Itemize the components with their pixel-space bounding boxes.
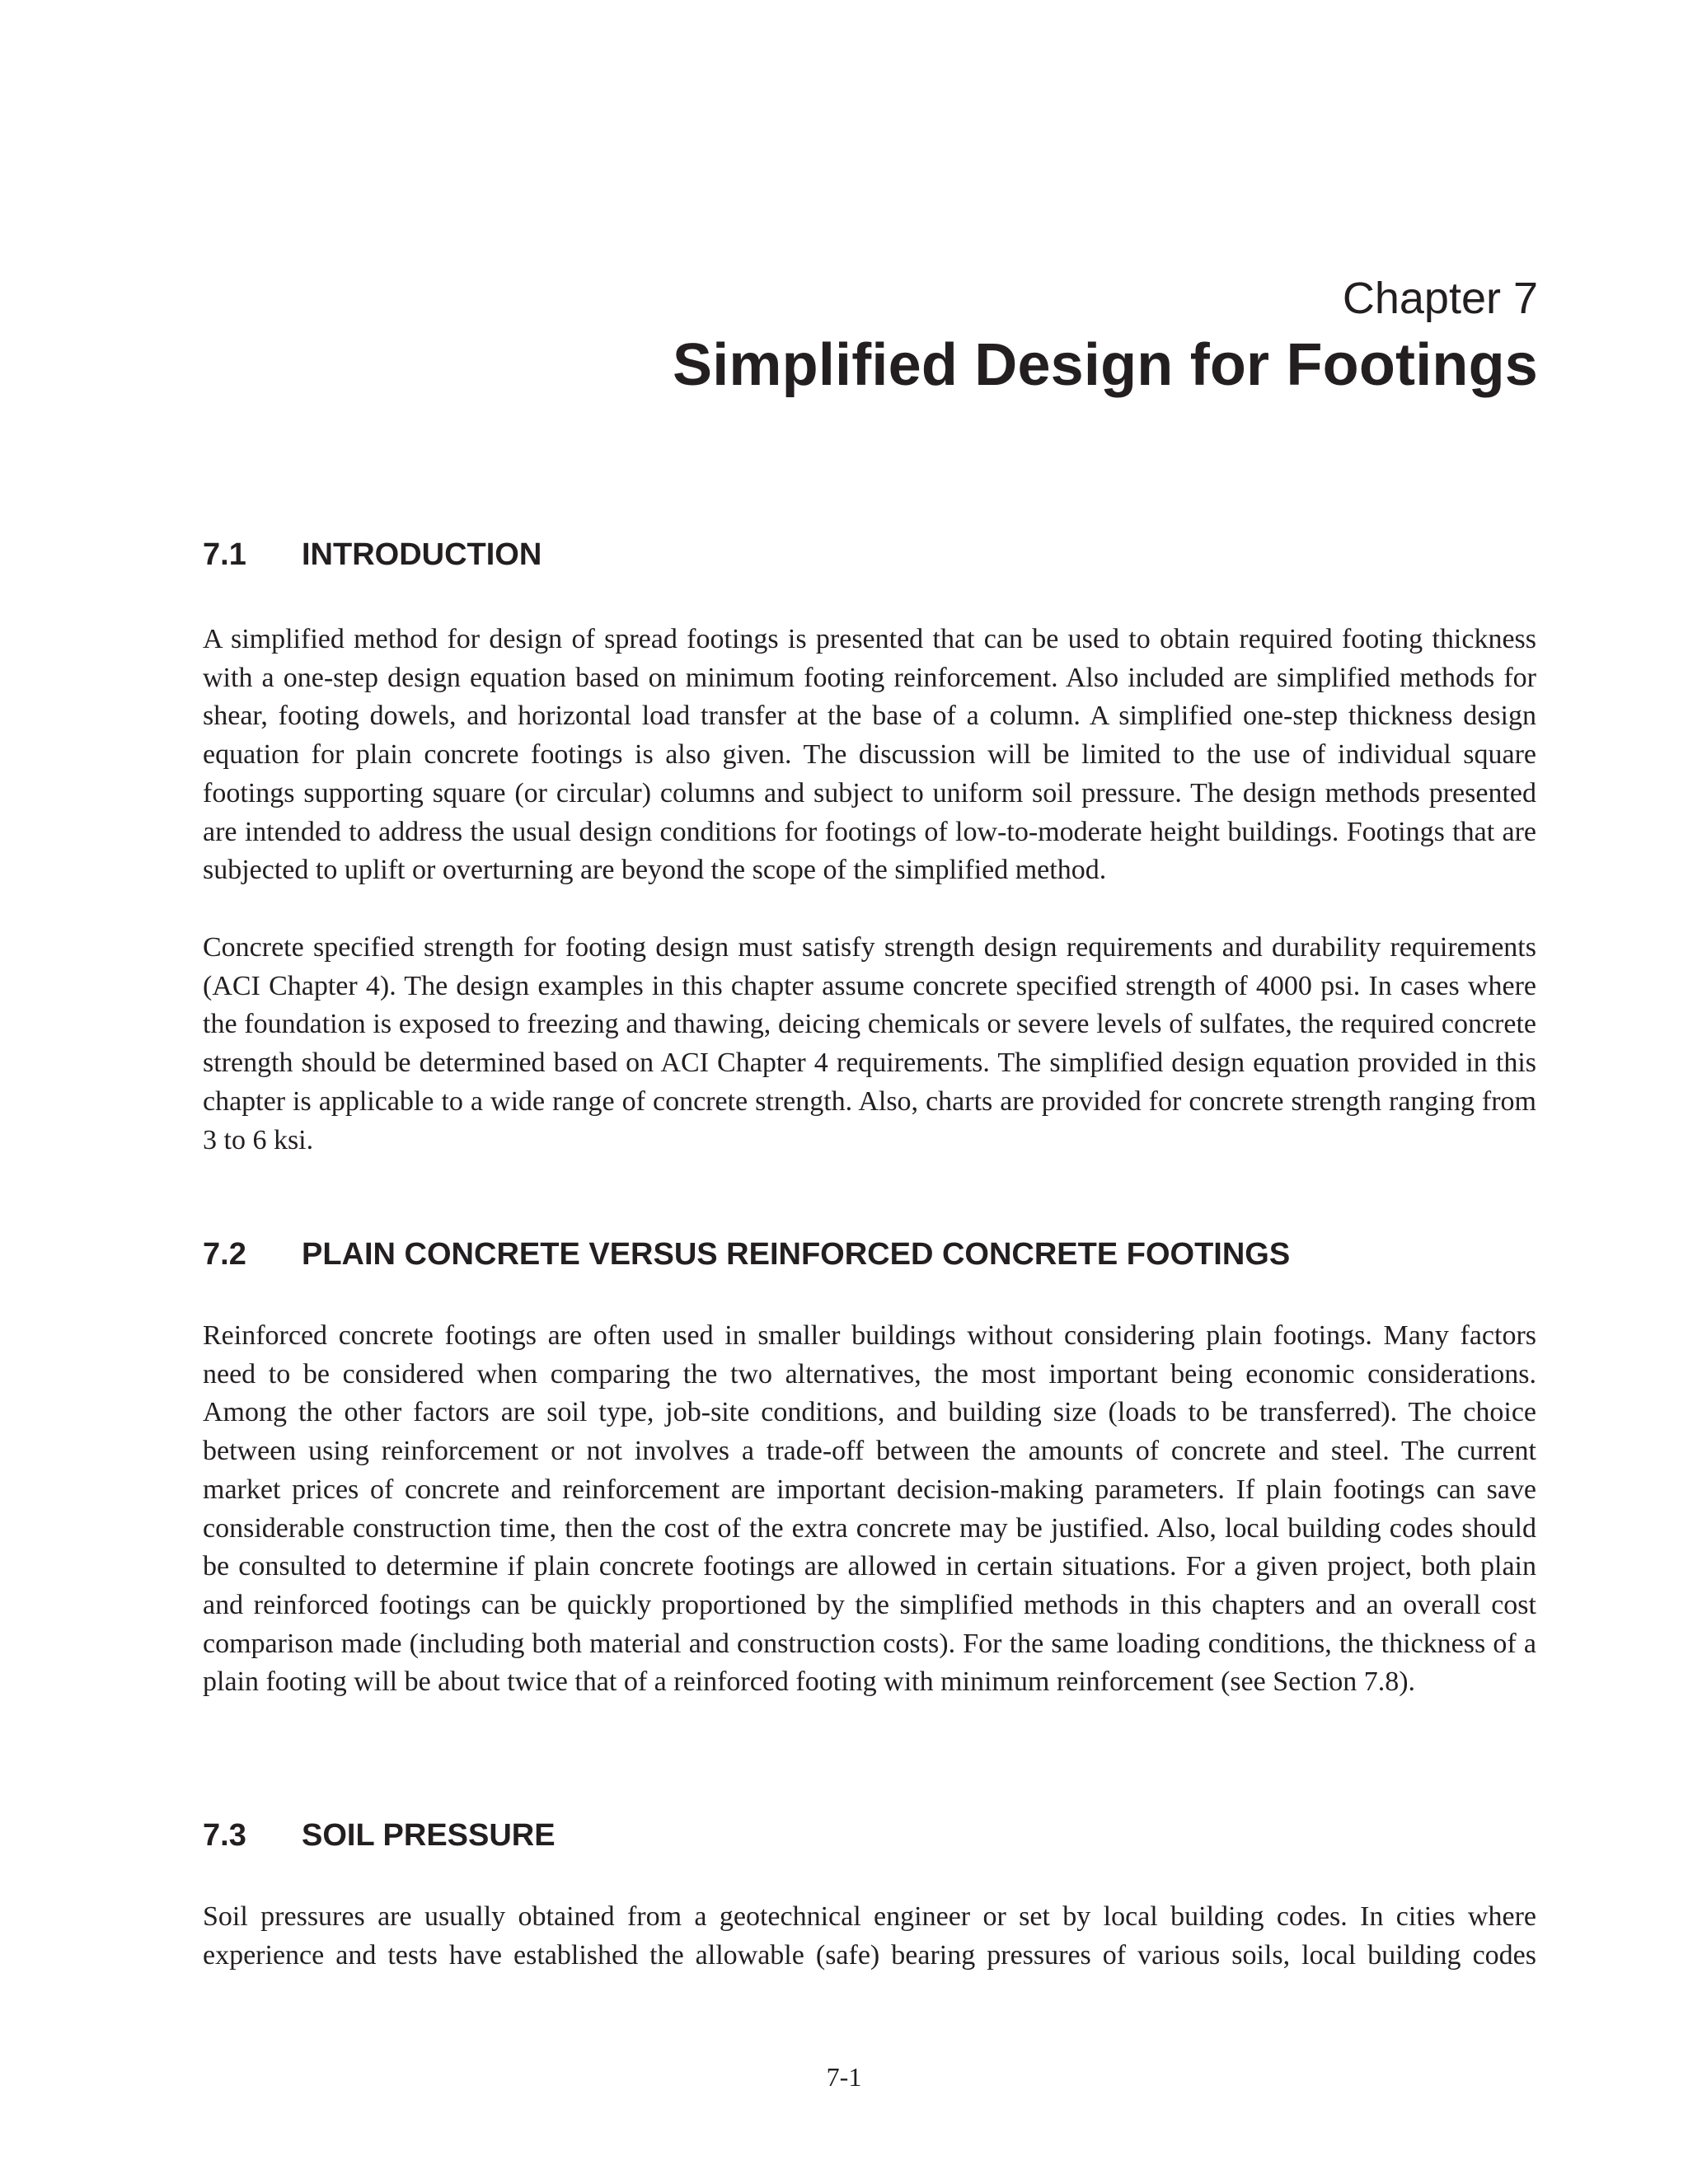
section-heading-7-3 [203,1817,556,1854]
page-number: 7-1 [826,2062,862,2092]
section-number: 7.1 [203,537,246,572]
section-heading-7-1 [203,537,542,573]
chapter-label: Chapter 7 [1342,274,1538,323]
section-number: 7.3 [203,1818,246,1853]
paragraph-introduction-1: A simplified method for design of spread footings is presented that can be used to obtain required footing thickness with a one-step design equation based on minimum footing reinforcement. Also included are simplified methods for shear, footing dowels, and horizontal load transfer at the base of a column. A simplified one-step thickness design equation for plain concrete footings is also given. The discussion will be limited to the use of individual square footings supporting square (or circular) columns and subject to uniform soil pressure. The design methods presented are intended to address the usual design conditions for footings of low-to-moderate height buildings. Footings that are subjected to uplift or overturning are beyond the scope of the simplified method. [203,624,1536,886]
chapter-title: Simplified Design for Footings [673,332,1538,398]
section-title: PLAIN CONCRETE VERSUS REINFORCED CONCRETE FOOTINGS [302,1237,1291,1272]
chapter-header [673,272,1538,401]
section-title: INTRODUCTION [302,537,542,572]
section-heading-7-2 [203,1236,1290,1272]
section-title: SOIL PRESSURE [302,1818,556,1853]
paragraph-plain-vs-reinforced: Reinforced concrete footings are often used in smaller buildings without considering plain footings. Many factors need to be considered when comparing the two alternatives, the most important being economic considerations. Among the other factors are soil type, job-site conditions, and building size (loads to be transferred). The choice between using reinforcement or not involves a trade-off between the amounts of concrete and steel. The current market prices of concrete and reinforcement are important decision-making parameters. If plain footings can save considerable construction time, then the cost of the extra concrete may be justified. Also, local building codes should be consulted to determine if plain concrete footings are allowed in certain situations. For a given project, both plain and reinforced footings can be quickly proportioned by the simplified methods in this chapters and an overall cost comparison made (including both material and construction costs). For the same loading conditions, the thickness of a plain footing will be about twice that of a reinforced footing with minimum reinforcement (see Section 7.8). [203,1320,1536,1698]
paragraph-introduction-2: Concrete specified strength for footing design must satisfy strength design requirements and durability requirements (ACI Chapter 4). The design examples in this chapter assume concrete specified strength of 4000 psi. In cases where the foundation is exposed to freezing and thawing, deicing chemicals or severe levels of sulfates, the required concrete strength should be determined based on ACI Chapter 4 requirements. The simplified design equation provided in this chapter is applicable to a wide range of concrete strength. Also, charts are provided for concrete strength ranging from 3 to 6 ksi. [203,932,1536,1155]
section-number: 7.2 [203,1237,246,1272]
paragraph-soil-pressure: Soil pressures are usually obtained from a geotechnical engineer or set by local building codes. In cities where experience and tests have established the allowable (safe) bearing pressures of various soils, local building codes [203,1901,1536,1971]
